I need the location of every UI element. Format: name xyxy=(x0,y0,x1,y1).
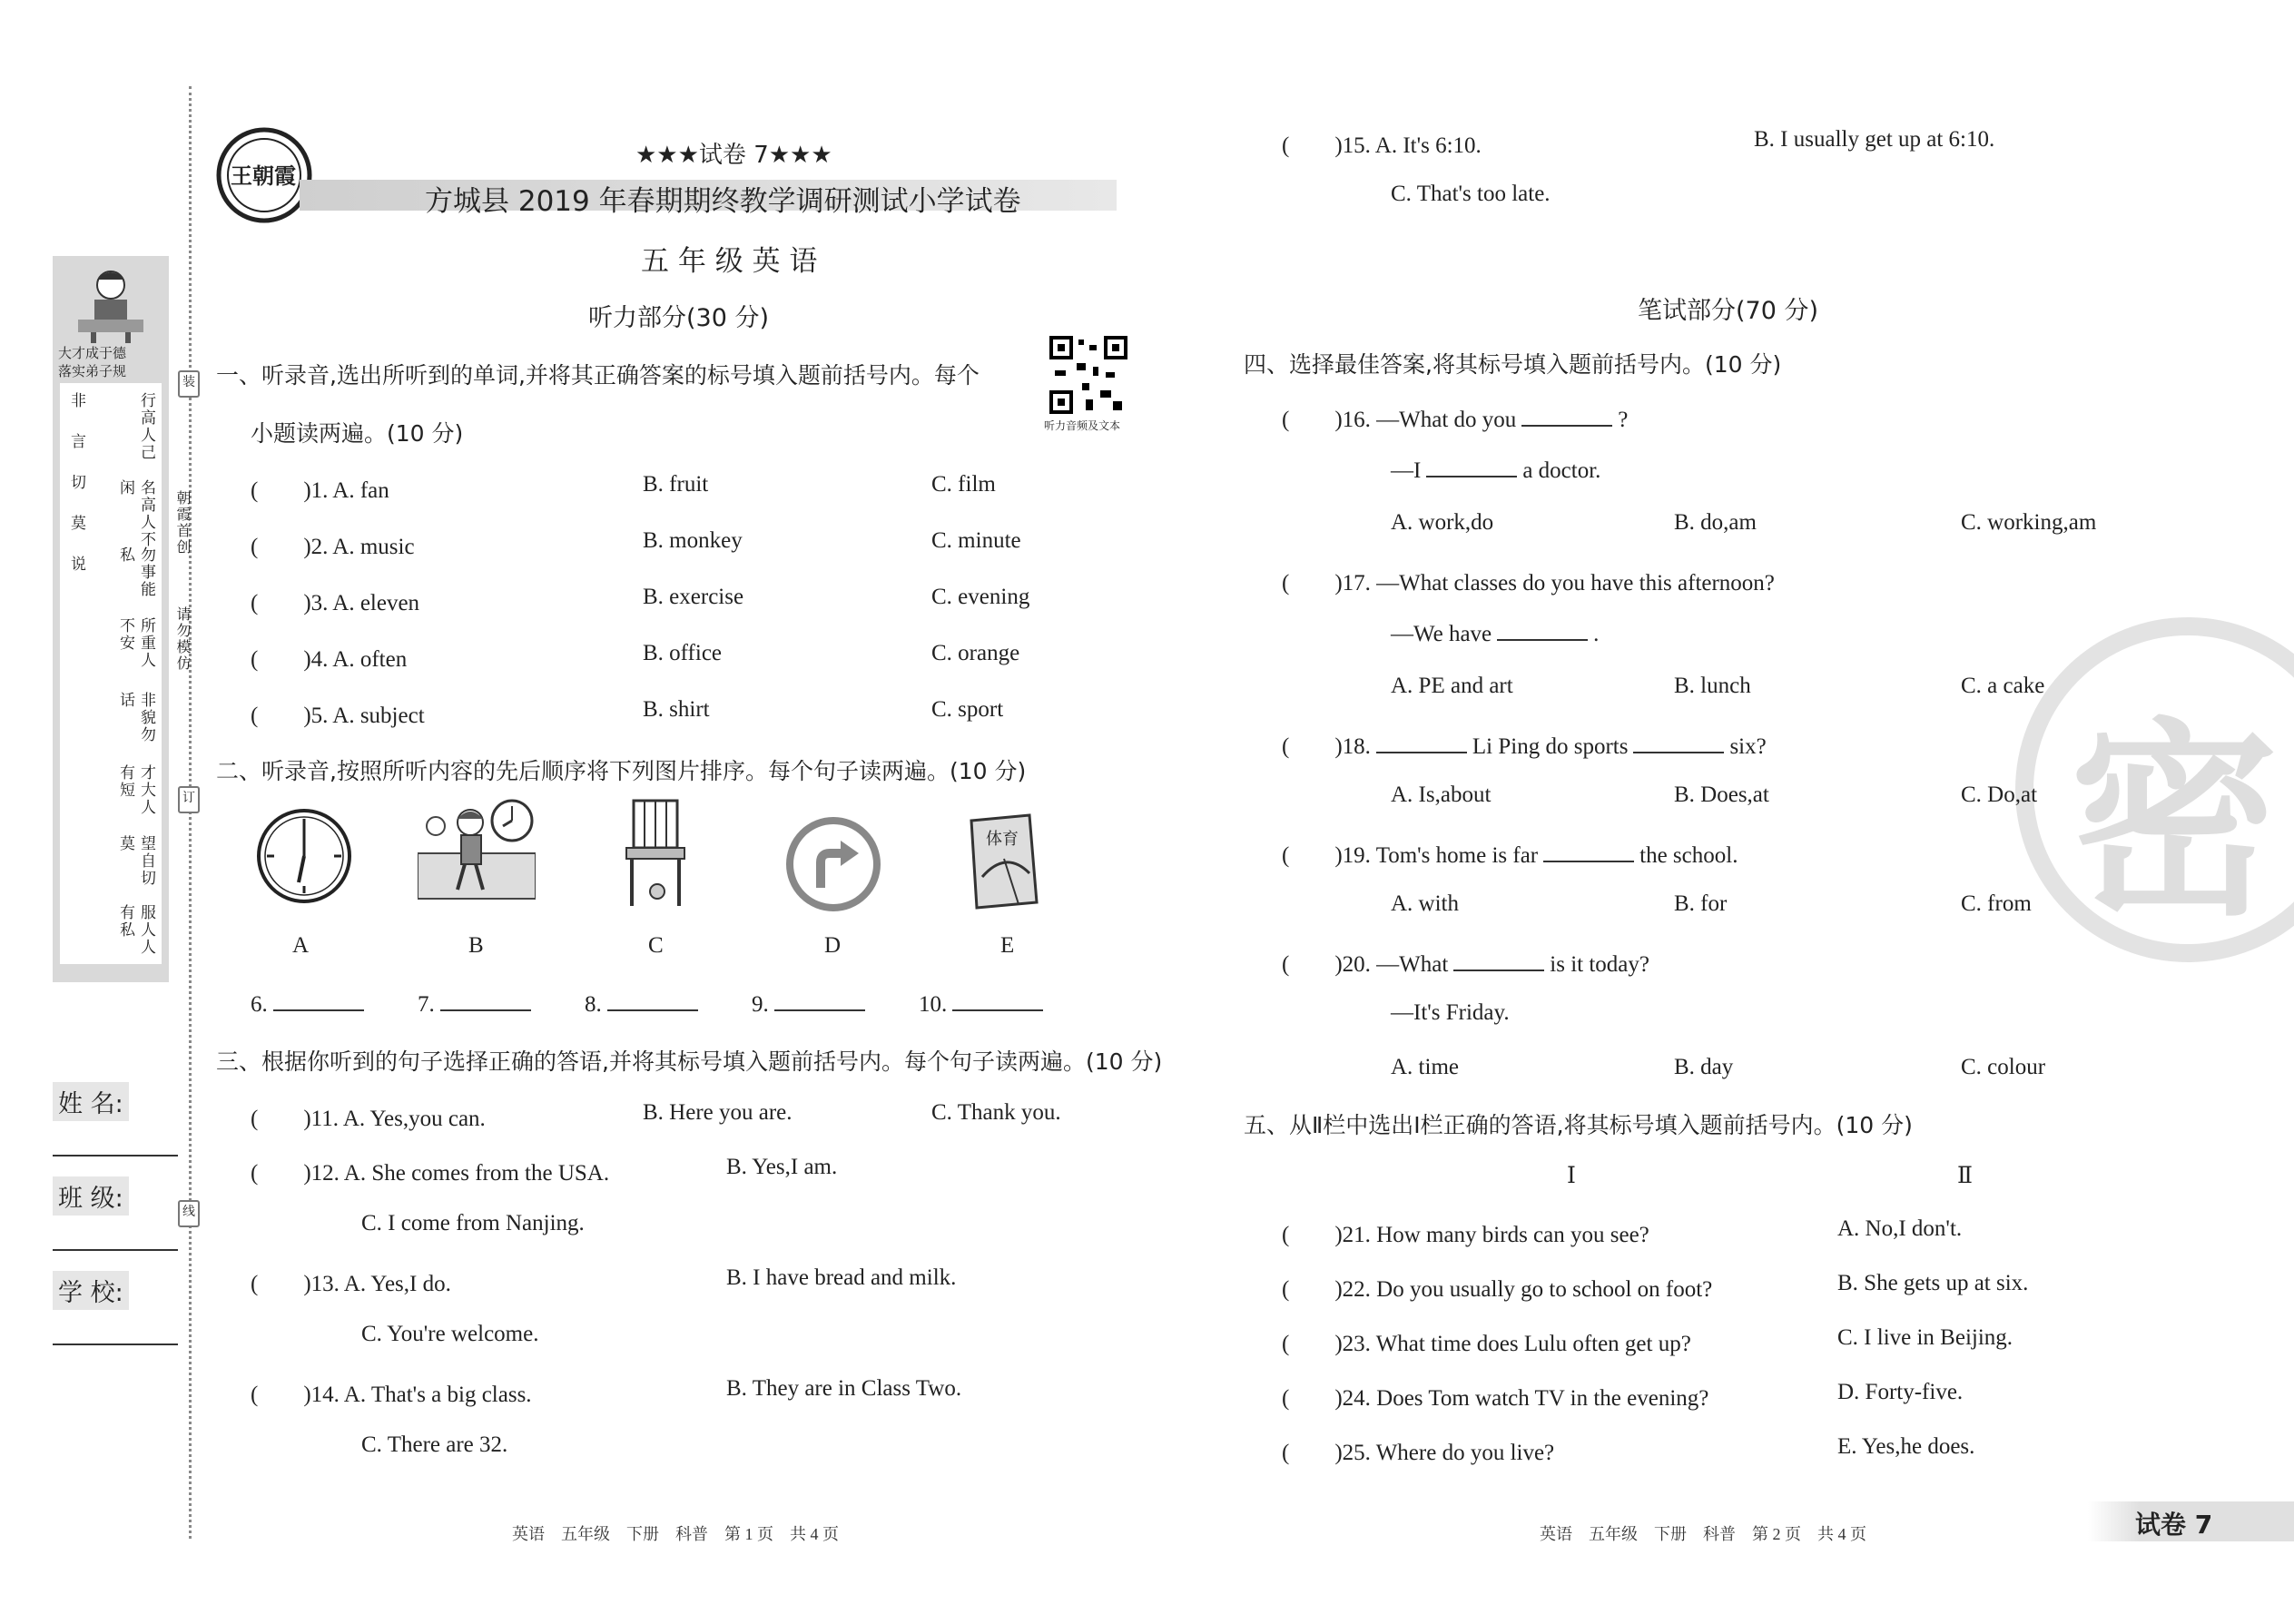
q1-b: B. fruit xyxy=(643,472,709,497)
pic-label: B xyxy=(468,933,484,958)
q11-b: B. Here you are. xyxy=(643,1100,793,1125)
part5-title: 五、从Ⅱ栏中选出Ⅰ栏正确的答语,将其标号填入题前括号内。(10 分) xyxy=(1244,1112,1913,1138)
pic-label: A xyxy=(292,933,310,958)
q2-b: B. monkey xyxy=(643,528,743,553)
paper-number: ★★★试卷 7★★★ xyxy=(635,142,832,169)
q20-blank[interactable] xyxy=(1453,950,1544,971)
q16-b: B. do,am xyxy=(1674,510,1757,535)
q14-a: ( )14. A. That's a big class. xyxy=(251,1383,532,1407)
footer-tag: 试卷 7 xyxy=(2135,1510,2213,1540)
q19-blank[interactable] xyxy=(1543,841,1634,862)
q15-a: ( )15. A. It's 6:10. xyxy=(1282,133,1482,158)
q18-num: ( )18. xyxy=(1282,734,1371,759)
part1-title: 一、听录音,选出所听到的单词,并将其正确答案的标号填入题前括号内。每个 xyxy=(216,362,980,389)
order-number: 7. xyxy=(418,992,435,1017)
motto-sub: 落实弟子规 xyxy=(58,363,127,379)
q12-a: ( )12. A. She comes from the USA. xyxy=(251,1161,610,1186)
q17-a: A. PE and art xyxy=(1391,674,1513,698)
q3-a: ( )3. A. eleven xyxy=(251,591,420,615)
motto-panel xyxy=(60,383,162,964)
q16-end-2: a doctor. xyxy=(1522,458,1601,483)
q15-c: C. That's too late. xyxy=(1391,182,1551,206)
logo-text: 王朝霞 xyxy=(231,162,296,189)
q4-a: ( )4. A. often xyxy=(251,647,408,672)
part4-title: 四、选择最佳答案,将其标号填入题前括号内。(10 分) xyxy=(1244,351,1782,378)
name-field[interactable] xyxy=(53,1155,178,1156)
order-blank-6[interactable] xyxy=(251,989,369,1018)
motto-line: 所重人不安 xyxy=(116,617,155,669)
motto-line: 名高人不闲 xyxy=(116,479,155,548)
order-blank-9[interactable] xyxy=(752,989,871,1018)
motto-line: 服人人有私 xyxy=(116,904,155,956)
motto-sidebar xyxy=(53,256,169,982)
school-label: 学 校: xyxy=(53,1271,129,1310)
q19-a: A. with xyxy=(1391,891,1459,916)
listening-heading-text: 听力部分(30 分) xyxy=(588,304,770,332)
watermark-seal xyxy=(2015,617,2294,962)
q20-b: B. day xyxy=(1674,1055,1734,1079)
q14-c: C. There are 32. xyxy=(361,1432,508,1457)
pic-label: C xyxy=(648,933,664,958)
chair-picture xyxy=(621,797,690,910)
pe-book-label: 体育 xyxy=(986,830,1019,849)
q16-line2 xyxy=(1391,456,1600,484)
q18-end: six? xyxy=(1729,734,1767,759)
q15-b: B. I usually get up at 6:10. xyxy=(1754,127,1995,152)
q23: ( )23. What time does Lulu often get up? xyxy=(1282,1332,1691,1356)
boy-walking-picture xyxy=(418,799,536,906)
q4-c: C. orange xyxy=(931,641,1020,665)
q22: ( )22. Do you usually go to school on foot? xyxy=(1282,1277,1713,1302)
writing-heading: 笔试部分(70 分) xyxy=(1638,297,1819,325)
motto-line: 勿事能私 xyxy=(116,546,155,598)
side-note: 请勿模仿 xyxy=(174,606,192,672)
answer-e: E. Yes,he does. xyxy=(1837,1434,1975,1459)
listening-heading xyxy=(588,298,769,333)
scholar-illustration xyxy=(73,263,149,345)
class-field[interactable] xyxy=(53,1249,178,1251)
q5-a: ( )5. A. subject xyxy=(251,704,425,728)
pic-label: E xyxy=(1000,933,1015,958)
q18-blank-1[interactable] xyxy=(1376,732,1467,753)
q5-b: B. shirt xyxy=(643,697,710,722)
q11-c: C. Thank you. xyxy=(931,1100,1061,1125)
q2-c: C. minute xyxy=(931,528,1021,553)
q16-c: C. working,am xyxy=(1961,510,2097,535)
q5-c: C. sport xyxy=(931,697,1004,722)
answer-c: C. I live in Beijing. xyxy=(1837,1325,2013,1350)
q16-end: ? xyxy=(1618,408,1629,432)
q20-line1 xyxy=(1282,946,1649,979)
motto-top: 大才成于德 xyxy=(58,345,127,361)
clock-picture xyxy=(254,806,354,906)
q17-line1: ( )17. —What classes do you have this afternoon? xyxy=(1282,571,1775,595)
q16-stem: ( )16. —What do you xyxy=(1282,408,1517,432)
q16-blank-1[interactable] xyxy=(1521,405,1612,427)
motto-line: 非言切莫说 xyxy=(67,392,85,596)
binding-marker: 装 xyxy=(178,370,200,398)
q14-b: B. They are in Class Two. xyxy=(726,1376,962,1401)
q19-end: the school. xyxy=(1639,843,1738,868)
binding-marker: 线 xyxy=(178,1200,200,1227)
q11-a: ( )11. A. Yes,you can. xyxy=(251,1107,486,1131)
q20-stem: ( )20. —What xyxy=(1282,952,1449,977)
turn-right-sign-picture xyxy=(786,817,881,911)
q20-a: A. time xyxy=(1391,1055,1459,1079)
q13-a: ( )13. A. Yes,I do. xyxy=(251,1272,451,1296)
qr-caption: 听力音频及文本 xyxy=(1044,419,1121,432)
q1-c: C. film xyxy=(931,472,996,497)
q18-a: A. Is,about xyxy=(1391,782,1492,807)
q18-b: B. Does,at xyxy=(1674,782,1769,807)
motto-line: 才大人有短 xyxy=(116,764,155,816)
q19-b: B. for xyxy=(1674,891,1728,916)
order-blank-7[interactable] xyxy=(418,989,537,1018)
watermark-text: 密 xyxy=(2070,702,2279,944)
q18-c: C. Do,at xyxy=(1961,782,2038,807)
qr-code[interactable] xyxy=(1049,336,1127,414)
motto-line: 行高人己 xyxy=(137,392,155,461)
q4-b: B. office xyxy=(643,641,723,665)
q16-line1 xyxy=(1282,401,1628,434)
pic-label: D xyxy=(824,933,842,958)
q13-c: C. You're welcome. xyxy=(361,1322,539,1346)
q17-c: C. a cake xyxy=(1961,674,2045,698)
q21: ( )21. How many birds can you see? xyxy=(1282,1223,1649,1247)
motto-line: 望自切莫 xyxy=(116,835,155,887)
q16-stem-2: —I xyxy=(1391,458,1422,483)
q19-stem: ( )19. Tom's home is far xyxy=(1282,843,1539,868)
column-1-header: Ⅰ xyxy=(1567,1164,1576,1188)
footer-right: 英语 五年级 下册 科普 第 2 页 共 4 页 xyxy=(1540,1525,1866,1543)
q19-line1 xyxy=(1282,837,1738,870)
q3-c: C. evening xyxy=(931,585,1030,609)
footer-left: 英语 五年级 下册 科普 第 1 页 共 4 页 xyxy=(512,1525,839,1543)
q20-c: C. colour xyxy=(1961,1055,2046,1079)
binding-marker: 订 xyxy=(178,786,200,813)
name-label: 姓 名: xyxy=(53,1082,129,1121)
order-number: 9. xyxy=(752,992,769,1017)
subject-title: 五 年 级 英 语 xyxy=(641,245,818,278)
part2-title: 二、听录音,按照所听内容的先后顺序将下列图片排序。每个句子读两遍。(10 分) xyxy=(216,758,1027,784)
order-number: 6. xyxy=(251,992,268,1017)
q20-end: is it today? xyxy=(1550,952,1650,977)
side-note: 朝霞首创 xyxy=(174,490,192,556)
q2-a: ( )2. A. music xyxy=(251,535,415,559)
part3-title: 三、根据你听到的句子选择正确的答语,并将其标号填入题前括号内。每个句子读两遍。(10 分) xyxy=(216,1048,1163,1075)
q17-stem: —We have xyxy=(1391,622,1492,646)
answer-d: D. Forty-five. xyxy=(1837,1380,1964,1404)
q13-b: B. I have bread and milk. xyxy=(726,1265,957,1290)
q18-blank-2[interactable] xyxy=(1633,732,1724,753)
q17-line2 xyxy=(1391,619,1599,647)
order-number: 10. xyxy=(919,992,948,1017)
motto-line: 非貌勿话 xyxy=(116,692,155,743)
paper-title: 方城县 2019 年春期期终教学调研测试小学试卷 xyxy=(425,185,1021,218)
school-field[interactable] xyxy=(53,1343,178,1345)
order-blank-10[interactable] xyxy=(919,989,1049,1018)
q16-a: A. work,do xyxy=(1391,510,1494,535)
q18-line1 xyxy=(1282,728,1767,761)
q20-line2: —It's Friday. xyxy=(1391,1000,1510,1025)
answer-a: A. No,I don't. xyxy=(1837,1216,1963,1241)
order-blank-8[interactable] xyxy=(585,989,704,1018)
q17-end: . xyxy=(1593,622,1600,646)
q1-a: ( )1. A. fan xyxy=(251,478,389,503)
q17-b: B. lunch xyxy=(1674,674,1751,698)
q3-b: B. exercise xyxy=(643,585,744,609)
part1-title-cont: 小题读两遍。(10 分) xyxy=(251,420,464,447)
pe-book-picture xyxy=(964,813,1042,913)
q24: ( )24. Does Tom watch TV in the evening? xyxy=(1282,1386,1709,1411)
q12-c: C. I come from Nanjing. xyxy=(361,1211,585,1235)
q25: ( )25. Where do you live? xyxy=(1282,1441,1555,1465)
answer-b: B. She gets up at six. xyxy=(1837,1271,2029,1295)
q17-blank[interactable] xyxy=(1497,619,1588,641)
q19-c: C. from xyxy=(1961,891,2032,916)
column-2-header: Ⅱ xyxy=(1957,1164,1973,1188)
order-number: 8. xyxy=(585,992,602,1017)
q12-b: B. Yes,I am. xyxy=(726,1155,838,1179)
class-label: 班 级: xyxy=(53,1176,129,1216)
q18-stem: Li Ping do sports xyxy=(1472,734,1629,759)
q16-blank-2[interactable] xyxy=(1426,456,1517,477)
